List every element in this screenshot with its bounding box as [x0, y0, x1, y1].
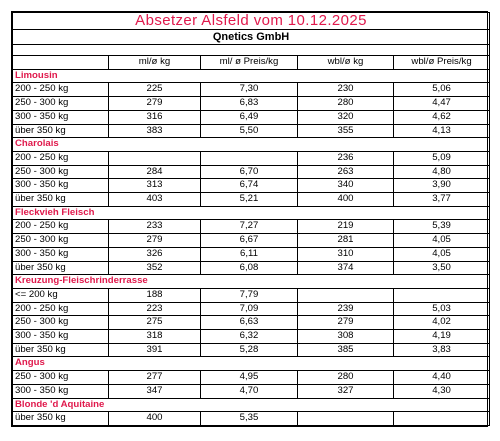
- wbl-avg-price-cell: 3,90: [394, 179, 490, 193]
- table-row: [13, 97, 490, 111]
- header-wbl-price: wbl/ø Preis/kg: [394, 56, 490, 70]
- ml-avg-kg-cell: 400: [109, 412, 201, 426]
- table-row: [13, 151, 490, 165]
- company-row: [13, 30, 490, 45]
- header-ml-kg: ml/ø kg: [109, 56, 201, 70]
- ml-avg-kg-cell: 383: [109, 124, 201, 138]
- wbl-avg-price-cell: 3,50: [394, 261, 490, 275]
- weight-class-label: <= 200 kg: [13, 288, 109, 302]
- title-row: [13, 13, 490, 30]
- wbl-avg-price-cell: 3,83: [394, 343, 490, 357]
- wbl-avg-kg-cell: 230: [298, 83, 394, 97]
- wbl-avg-kg-cell: 308: [298, 330, 394, 344]
- section-header-row: [13, 69, 490, 83]
- wbl-avg-kg-cell: 281: [298, 234, 394, 248]
- section-title: Charolais: [13, 138, 490, 152]
- section-title: Limousin: [13, 69, 490, 83]
- weight-class-label: über 350 kg: [13, 412, 109, 426]
- wbl-avg-kg-cell: 327: [298, 384, 394, 398]
- section-title: Blonde 'd Aquitaine: [13, 398, 490, 412]
- ml-avg-kg-cell: 316: [109, 110, 201, 124]
- wbl-avg-kg-cell: [298, 412, 394, 426]
- wbl-avg-kg-cell: 239: [298, 302, 394, 316]
- ml-avg-kg-cell: 279: [109, 234, 201, 248]
- wbl-avg-price-cell: 4,47: [394, 97, 490, 111]
- wbl-avg-price-cell: [394, 288, 490, 302]
- weight-class-label: 300 - 350 kg: [13, 330, 109, 344]
- ml-avg-kg-cell: 225: [109, 83, 201, 97]
- weight-class-label: 250 - 300 kg: [13, 165, 109, 179]
- table-row: [13, 316, 490, 330]
- weight-class-label: 250 - 300 kg: [13, 234, 109, 248]
- weight-class-label: 250 - 300 kg: [13, 97, 109, 111]
- ml-avg-price-cell: 6,49: [201, 110, 298, 124]
- table-row: [13, 193, 490, 207]
- ml-avg-kg-cell: 279: [109, 97, 201, 111]
- ml-avg-kg-cell: [109, 151, 201, 165]
- weight-class-label: 300 - 350 kg: [13, 247, 109, 261]
- wbl-avg-kg-cell: 385: [298, 343, 394, 357]
- ml-avg-price-cell: 6,83: [201, 97, 298, 111]
- ml-avg-kg-cell: 318: [109, 330, 201, 344]
- ml-avg-kg-cell: 313: [109, 179, 201, 193]
- ml-avg-kg-cell: 391: [109, 343, 201, 357]
- column-header-row: [13, 56, 490, 70]
- ml-avg-price-cell: 7,09: [201, 302, 298, 316]
- weight-class-label: 200 - 250 kg: [13, 302, 109, 316]
- table-row: [13, 384, 490, 398]
- wbl-avg-kg-cell: 400: [298, 193, 394, 207]
- ml-avg-price-cell: [201, 151, 298, 165]
- section-title: Fleckvieh Fleisch: [13, 206, 490, 220]
- ml-avg-price-cell: 7,27: [201, 220, 298, 234]
- wbl-avg-kg-cell: 355: [298, 124, 394, 138]
- weight-class-label: 300 - 350 kg: [13, 384, 109, 398]
- ml-avg-price-cell: 5,35: [201, 412, 298, 426]
- section-header-row: [13, 206, 490, 220]
- ml-avg-price-cell: 6,08: [201, 261, 298, 275]
- ml-avg-price-cell: 4,70: [201, 384, 298, 398]
- ml-avg-price-cell: 7,30: [201, 83, 298, 97]
- ml-avg-kg-cell: 223: [109, 302, 201, 316]
- ml-avg-price-cell: 6,63: [201, 316, 298, 330]
- ml-avg-price-cell: 6,74: [201, 179, 298, 193]
- weight-class-label: 250 - 300 kg: [13, 371, 109, 385]
- table-row: [13, 165, 490, 179]
- wbl-avg-price-cell: 4,05: [394, 247, 490, 261]
- wbl-avg-price-cell: 4,05: [394, 234, 490, 248]
- company-name: Qnetics GmbH: [13, 30, 490, 45]
- table-row: [13, 412, 490, 426]
- section-title: Angus: [13, 357, 490, 371]
- page-title: Absetzer Alsfeld vom 10.12.2025: [13, 13, 490, 30]
- ml-avg-price-cell: 5,50: [201, 124, 298, 138]
- table-row: [13, 330, 490, 344]
- weight-class-label: über 350 kg: [13, 193, 109, 207]
- price-sheet: [11, 11, 488, 427]
- wbl-avg-kg-cell: 280: [298, 97, 394, 111]
- spacer-row: [13, 45, 490, 56]
- ml-avg-price-cell: 6,11: [201, 247, 298, 261]
- wbl-avg-price-cell: 4,13: [394, 124, 490, 138]
- header-wbl-kg: wbl/ø kg: [298, 56, 394, 70]
- wbl-avg-kg-cell: 263: [298, 165, 394, 179]
- wbl-avg-price-cell: 4,62: [394, 110, 490, 124]
- ml-avg-kg-cell: 277: [109, 371, 201, 385]
- section-header-row: [13, 138, 490, 152]
- wbl-avg-price-cell: 4,30: [394, 384, 490, 398]
- wbl-avg-kg-cell: 374: [298, 261, 394, 275]
- table-row: [13, 247, 490, 261]
- wbl-avg-kg-cell: 219: [298, 220, 394, 234]
- ml-avg-price-cell: 7,79: [201, 288, 298, 302]
- weight-class-label: über 350 kg: [13, 124, 109, 138]
- ml-avg-price-cell: 4,95: [201, 371, 298, 385]
- ml-avg-kg-cell: 347: [109, 384, 201, 398]
- ml-avg-kg-cell: 403: [109, 193, 201, 207]
- ml-avg-kg-cell: 188: [109, 288, 201, 302]
- wbl-avg-price-cell: 5,03: [394, 302, 490, 316]
- price-table: [12, 12, 490, 426]
- weight-class-label: 200 - 250 kg: [13, 220, 109, 234]
- ml-avg-kg-cell: 284: [109, 165, 201, 179]
- section-header-row: [13, 357, 490, 371]
- table-row: [13, 371, 490, 385]
- wbl-avg-price-cell: 5,39: [394, 220, 490, 234]
- wbl-avg-kg-cell: 280: [298, 371, 394, 385]
- ml-avg-price-cell: 5,28: [201, 343, 298, 357]
- ml-avg-kg-cell: 233: [109, 220, 201, 234]
- wbl-avg-kg-cell: 340: [298, 179, 394, 193]
- wbl-avg-price-cell: 4,40: [394, 371, 490, 385]
- ml-avg-price-cell: 6,70: [201, 165, 298, 179]
- table-row: [13, 220, 490, 234]
- wbl-avg-kg-cell: 310: [298, 247, 394, 261]
- header-ml-price: ml/ ø Preis/kg: [201, 56, 298, 70]
- wbl-avg-price-cell: [394, 412, 490, 426]
- wbl-avg-kg-cell: 236: [298, 151, 394, 165]
- section-header-row: [13, 398, 490, 412]
- weight-class-label: 300 - 350 kg: [13, 110, 109, 124]
- weight-class-label: 200 - 250 kg: [13, 83, 109, 97]
- weight-class-label: 300 - 350 kg: [13, 179, 109, 193]
- wbl-avg-price-cell: 4,02: [394, 316, 490, 330]
- table-row: [13, 302, 490, 316]
- ml-avg-price-cell: 6,32: [201, 330, 298, 344]
- wbl-avg-price-cell: 5,06: [394, 83, 490, 97]
- table-row: [13, 343, 490, 357]
- wbl-avg-kg-cell: 279: [298, 316, 394, 330]
- weight-class-label: über 350 kg: [13, 343, 109, 357]
- ml-avg-kg-cell: 326: [109, 247, 201, 261]
- ml-avg-price-cell: 6,67: [201, 234, 298, 248]
- section-title: Kreuzung-Fleischrinderrasse: [13, 275, 490, 289]
- wbl-avg-kg-cell: [298, 288, 394, 302]
- wbl-avg-kg-cell: 320: [298, 110, 394, 124]
- header-blank: [13, 56, 109, 70]
- wbl-avg-price-cell: 3,77: [394, 193, 490, 207]
- ml-avg-kg-cell: 352: [109, 261, 201, 275]
- table-row: [13, 261, 490, 275]
- wbl-avg-price-cell: 4,19: [394, 330, 490, 344]
- wbl-avg-price-cell: 4,80: [394, 165, 490, 179]
- table-row: [13, 234, 490, 248]
- table-row: [13, 179, 490, 193]
- ml-avg-kg-cell: 275: [109, 316, 201, 330]
- table-row: [13, 83, 490, 97]
- table-row: [13, 288, 490, 302]
- weight-class-label: über 350 kg: [13, 261, 109, 275]
- section-header-row: [13, 275, 490, 289]
- table-row: [13, 124, 490, 138]
- weight-class-label: 250 - 300 kg: [13, 316, 109, 330]
- wbl-avg-price-cell: 5,09: [394, 151, 490, 165]
- table-row: [13, 110, 490, 124]
- weight-class-label: 200 - 250 kg: [13, 151, 109, 165]
- ml-avg-price-cell: 5,21: [201, 193, 298, 207]
